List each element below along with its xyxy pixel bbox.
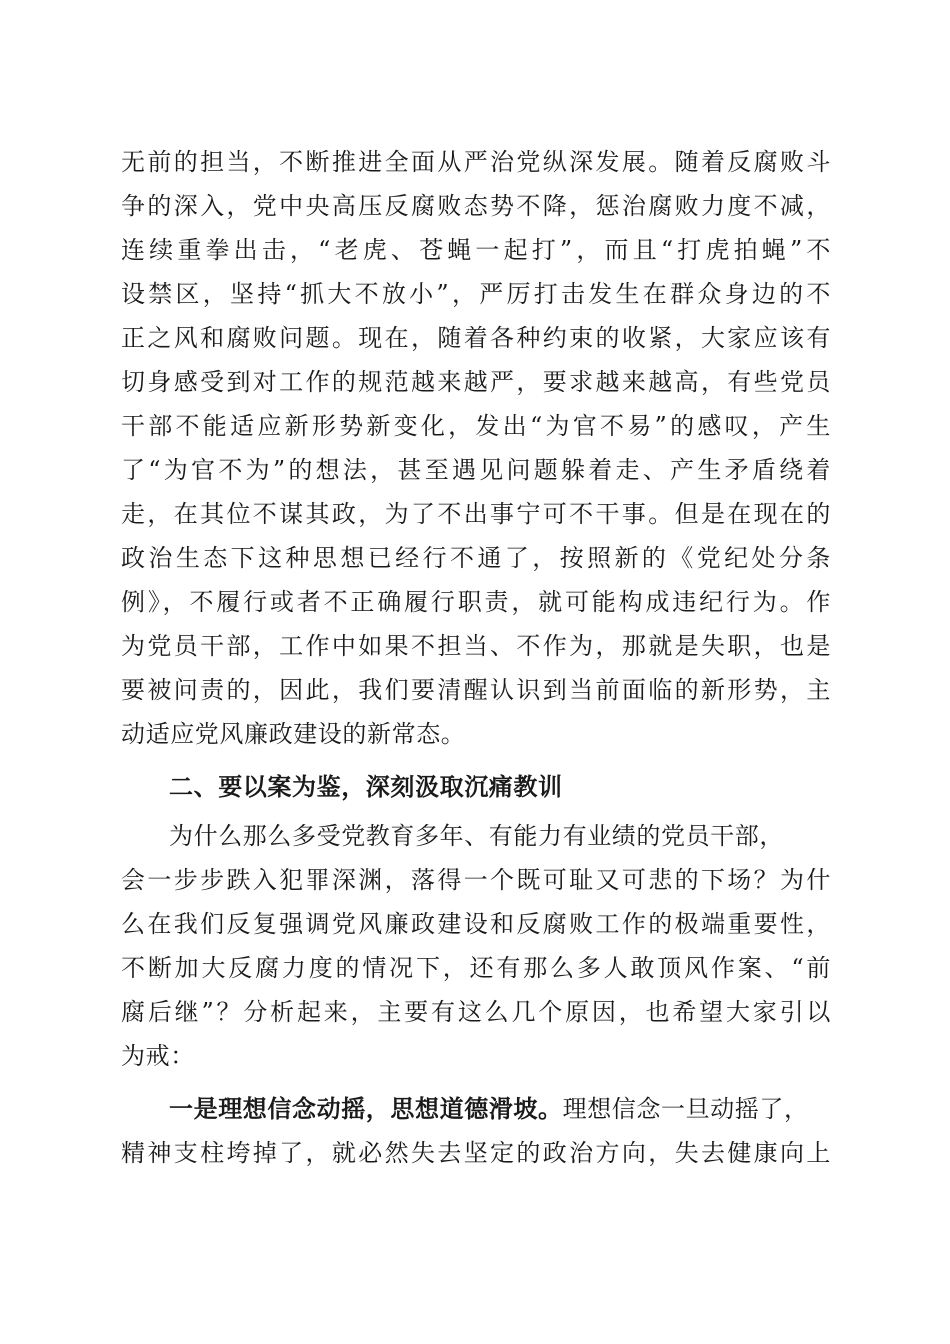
- paragraph-line: 腐后继”？分析起来，主要有这么几个原因，也希望大家引以: [121, 998, 831, 1026]
- paragraph-line: 了“为官不为”的想法，甚至遇见问题躲着走、产生矛盾绕着: [121, 456, 831, 484]
- paragraph-line: 争的深入，党中央高压反腐败态势不降，惩治腐败力度不减，: [121, 192, 831, 220]
- paragraph-line: 无前的担当，不断推进全面从严治党纵深发展。随着反腐败斗: [121, 148, 831, 176]
- paragraph-line: 例》，不履行或者不正确履行职责，就可能构成违纪行为。作: [121, 588, 831, 616]
- paragraph-line: 政治生态下这种思想已经行不通了，按照新的《党纪处分条: [121, 544, 831, 572]
- paragraph-text: 理想信念一旦动摇了，: [562, 1095, 809, 1123]
- paragraph-line: 走，在其位不谋其政，为了不出事宁可不干事。但是在现在的: [121, 500, 831, 528]
- paragraph-line: 设禁区，坚持“抓大不放小”，严厉打击发生在群众身边的不: [121, 280, 831, 308]
- paragraph-line: 干部不能适应新形势新变化，发出“为官不易”的感叹，产生: [121, 412, 831, 440]
- paragraph-line: 不断加大反腐力度的情况下，还有那么多人敢顶风作案、“前: [121, 954, 831, 982]
- paragraph-line: 么在我们反复强调党风廉政建设和反腐败工作的极端重要性，: [121, 910, 831, 938]
- paragraph-line: 正之风和腐败问题。现在，随着各种约束的收紧，大家应该有: [121, 324, 831, 352]
- section-heading: 二、要以案为鉴，深刻汲取沉痛教训: [169, 773, 563, 801]
- paragraph-line: 要被问责的，因此，我们要清醒认识到当前面临的新形势，主: [121, 676, 831, 704]
- paragraph-line: 为什么那么多受党教育多年、有能力有业绩的党员干部，: [169, 822, 784, 850]
- paragraph-line: 为党员干部，工作中如果不担当、不作为，那就是失职，也是: [121, 632, 831, 660]
- paragraph-line: 为戒：: [121, 1042, 195, 1070]
- paragraph-line: 精神支柱垮掉了，就必然失去坚定的政治方向，失去健康向上: [121, 1139, 831, 1167]
- paragraph-lead: 一是理想信念动摇，思想道德滑坡。: [169, 1095, 563, 1123]
- paragraph-line: 动适应党风廉政建设的新常态。: [121, 720, 466, 748]
- paragraph-line: [169, 1092, 809, 1126]
- paragraph-line: 会一步步跌入犯罪深渊，落得一个既可耻又可悲的下场？为什: [121, 866, 831, 894]
- paragraph-line: 连续重拳出击，“老虎、苍蝇一起打”，而且“打虎拍蝇”不: [121, 236, 831, 264]
- paragraph-line: 切身感受到对工作的规范越来越严，要求越来越高，有些党员: [121, 368, 831, 396]
